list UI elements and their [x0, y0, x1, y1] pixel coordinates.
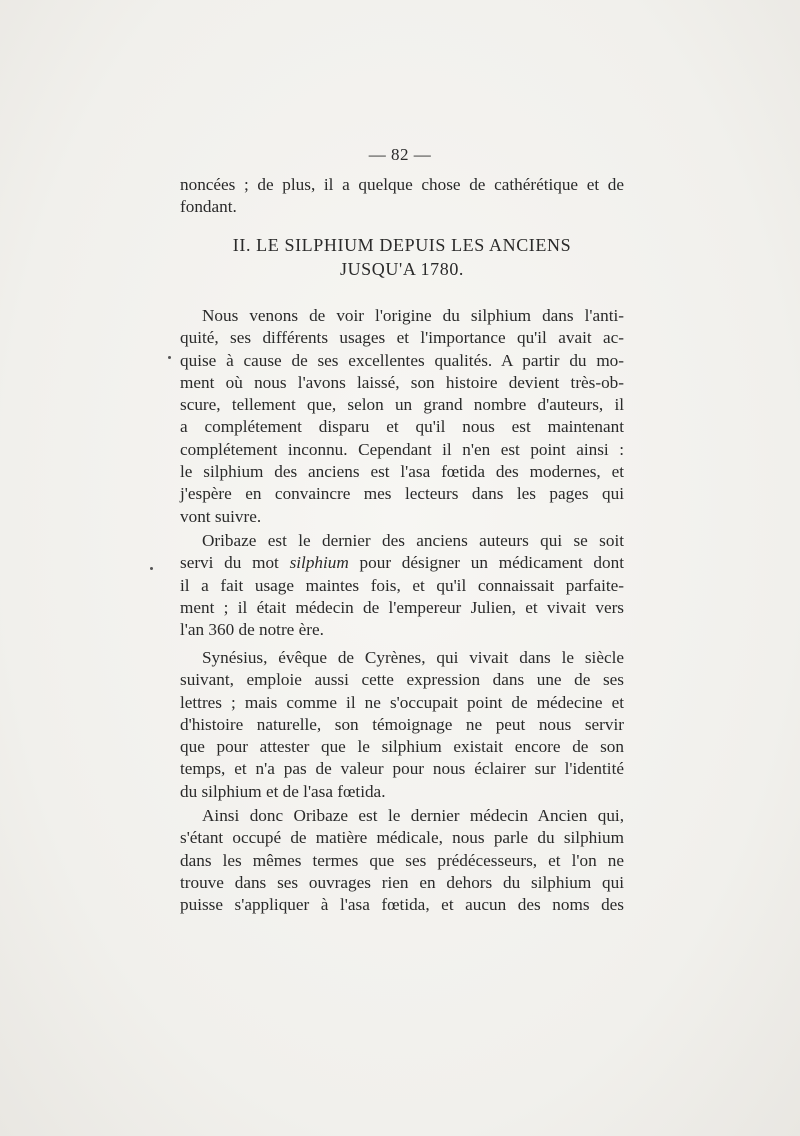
text-line: d'histoire naturelle, son témoignage ne peut nous servir	[180, 714, 624, 734]
text-fragment: servi du mot	[180, 553, 290, 573]
text-line: s'étant occupé de matière médicale, nous parle du silphium	[180, 828, 624, 848]
text-line: suivant, emploie aussi cette expression dans une de ses	[180, 670, 624, 690]
paragraph-2	[180, 530, 624, 641]
text-line: l'an 360 de notre ère.	[180, 620, 324, 640]
text-line: Ainsi donc Oribaze est le dernier médecin Ancien qui,	[202, 806, 624, 825]
text-line: du silphium et de l'asa fœtida.	[180, 781, 386, 801]
intro-text	[180, 174, 624, 219]
text-line	[180, 552, 624, 574]
text-line: trouve dans ses ouvrages rien en dehors du silphium qui	[180, 872, 624, 892]
text-line: temps, et n'a pas de valeur pour nous éclairer sur l'identité	[180, 759, 624, 779]
italic-term: silphium	[289, 553, 349, 573]
section-heading	[180, 233, 624, 281]
text-line: scure, tellement que, selon un grand nombre d'auteurs, il	[180, 395, 624, 415]
text-line: le silphium des anciens est l'asa fœtida des modernes, et	[180, 462, 624, 482]
text-line: Synésius, évêque de Cyrènes, qui vivait dans le siècle	[202, 648, 624, 667]
text-line: Oribaze est le dernier des anciens auteurs qui se soit	[202, 531, 624, 550]
ink-speck	[168, 356, 171, 359]
ink-speck	[150, 567, 153, 570]
paragraph-3	[180, 647, 624, 803]
text-line: noncées ; de plus, il a quelque chose de cathérétique et de	[180, 175, 624, 194]
text-line: puisse s'appliquer à l'asa fœtida, et aucun des noms des	[180, 895, 624, 915]
text-line: quise à cause de ses excellentes qualités. A partir du mo-	[180, 350, 624, 370]
text-line: quité, ses différents usages et l'importance qu'il avait ac-	[180, 328, 624, 348]
text-line: complétement inconnu. Cependant il n'en est point ainsi :	[180, 439, 624, 459]
text-line: que pour attester que le silphium existait encore de son	[180, 737, 624, 757]
heading-line: II. LE SILPHIUM DEPUIS LES ANCIENS	[232, 235, 572, 255]
text-line: il a fait usage maintes fois, et qu'il connaissait parfaite-	[180, 575, 624, 595]
text-line: a complétement disparu et qu'il nous est maintenant	[180, 417, 624, 437]
text-line: ment ; il était médecin de l'empereur Julien, et vivait vers	[180, 597, 624, 617]
text-line: fondant.	[180, 197, 237, 217]
text-line: vont suivre.	[180, 506, 262, 526]
text-line: dans les mêmes termes que ses prédécesseurs, et l'on ne	[180, 850, 624, 870]
paragraph-1	[180, 305, 624, 528]
text-line: j'espère en convaincre mes lecteurs dans les pages qui	[180, 484, 624, 504]
text-line: Nous venons de voir l'origine du silphium dans l'anti-	[202, 306, 624, 325]
heading-line: JUSQU'A 1780.	[339, 259, 465, 279]
text-line: lettres ; mais comme il ne s'occupait point de médecine et	[180, 692, 624, 712]
text-line: ment où nous l'avons laissé, son histoire devient très-ob-	[180, 372, 624, 392]
page-number: — 82 —	[368, 145, 432, 164]
paragraph-4	[180, 805, 624, 916]
text-fragment: pour désigner un médicament dont	[348, 553, 624, 573]
